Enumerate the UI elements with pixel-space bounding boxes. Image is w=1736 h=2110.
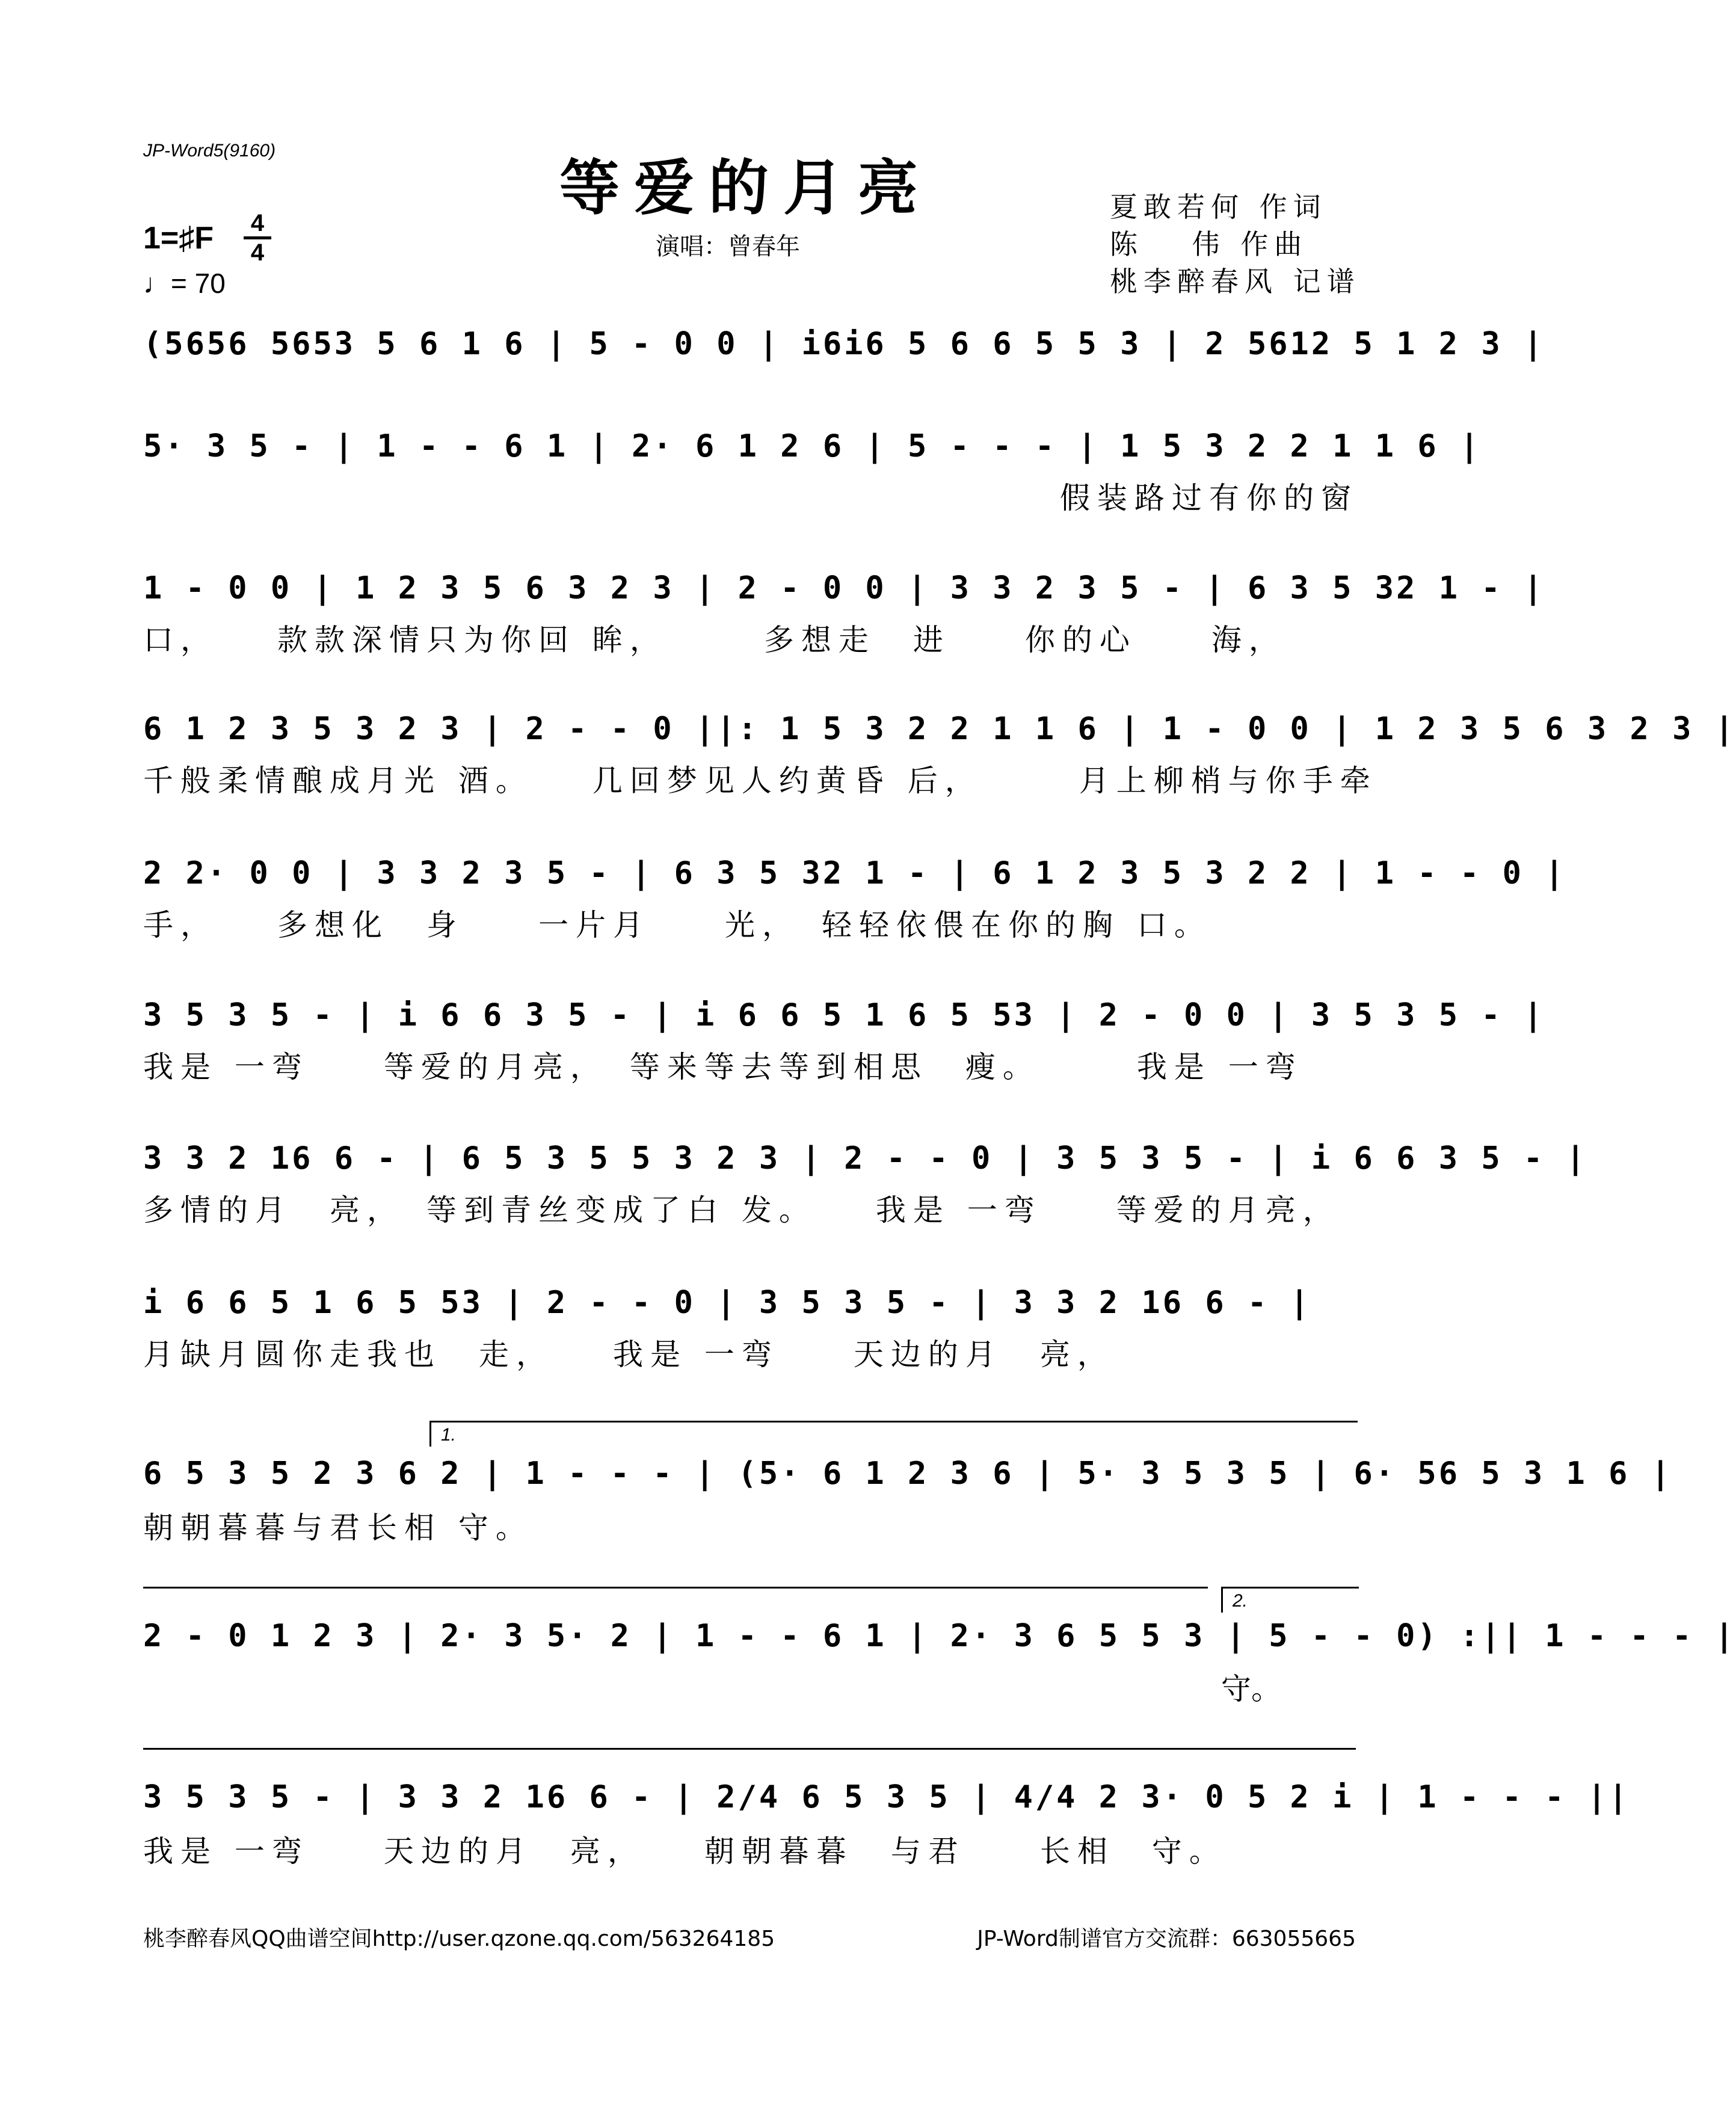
time-numerator: 4 — [250, 210, 265, 236]
lyric-row-11: 我是 一弯 天边的月 亮， 朝朝暮暮 与君 长相 守。 — [143, 1834, 1227, 1869]
notation-row-5: 2 2· 0 0 | 3 3 2 3 5 - | 6 3 5 32 1 - | 6 1 2 3 5 3 2 2 | 1 - - 0 | — [143, 855, 1566, 891]
lyric-row-5: 手， 多想化 身 一片月 光， 轻轻依偎在你的胸 口。 — [143, 908, 1211, 943]
notation-row-7: 3 3 2 16 6 - | 6 5 3 5 5 3 2 3 | 2 - - 0 | 3 5 3 5 - | i 6 6 3 5 - | — [143, 1140, 1587, 1176]
notation-row-8: i 6 6 5 1 6 5 53 | 2 - - 0 | 3 5 3 5 - | 3 3 2 16 6 - | — [143, 1285, 1311, 1321]
lyric-row-2: 假装路过有你的窗 — [1060, 481, 1358, 515]
first-ending-label: 1. — [441, 1425, 457, 1445]
notation-row-6: 3 5 3 5 - | i 6 6 3 5 - | i 6 6 5 1 6 5 53 | 2 - 0 0 | 3 5 3 5 - | — [143, 997, 1545, 1033]
notation-row-3: 1 - 0 0 | 1 2 3 5 6 3 2 3 | 2 - 0 0 | 3 3 2 3 5 - | 6 3 5 32 1 - | — [143, 570, 1545, 606]
lyric-row-6: 我是 一弯 等爱的月亮， 等来等去等到相思 瘦。 我是 一弯 — [143, 1050, 1303, 1084]
lyricist-credit: 夏敢若何 作词 — [1110, 191, 1327, 223]
notation-row-1: (5656 5653 5 6 1 6 | 5 - 0 0 | i6i6 5 6 6 5 5 3 | 2 5612 5 1 2 3 | — [143, 326, 1545, 362]
second-ending-bracket — [1221, 1587, 1359, 1613]
notation-row-10: 2 - 0 1 2 3 | 2· 3 5· 2 | 1 - - 6 1 | 2· 3 6 5 5 3 | 5 - - 0) :|| 1 - - - | — [143, 1618, 1736, 1654]
notation-row-2: 5· 3 5 - | 1 - - 6 1 | 2· 6 1 2 6 | 5 - - - | 1 5 3 2 2 1 1 6 | — [143, 428, 1482, 464]
footer-left: 桃李醉春风QQ曲谱空间http://user.qzone.qq.com/563264185 — [143, 1927, 775, 1951]
lyric-row-9: 朝朝暮暮与君长相 守。 — [143, 1510, 533, 1545]
lyric-row-7: 多情的月 亮， 等到青丝变成了白 发。 我是 一弯 等爱的月亮， — [143, 1193, 1340, 1228]
software-label: JP-Word5(9160) — [143, 141, 276, 161]
footer-right: JP-Word制谱官方交流群：663055665 — [977, 1927, 1356, 1951]
notation-row-11: 3 5 3 5 - | 3 3 2 16 6 - | 2/4 6 5 3 5 | 4/4 2 3· 0 5 2 i | 1 - - - || — [143, 1779, 1630, 1815]
composer-credit: 陈 伟 作曲 — [1110, 228, 1308, 260]
notation-row-4: 6 1 2 3 5 3 2 3 | 2 - - 0 ||: 1 5 3 2 2 1 1 6 | 1 - 0 0 | 1 2 3 5 6 3 2 3 | — [143, 711, 1736, 747]
song-title: 等爱的月亮 — [559, 152, 932, 223]
second-ending-continuation — [143, 1748, 1356, 1750]
key-signature: 1=♯F — [143, 221, 214, 256]
notation-row-9: 6 5 3 5 2 3 6 2 | 1 - - - | (5· 6 1 2 3 6 | 5· 3 5 3 5 | 6· 56 5 3 1 6 | — [143, 1456, 1673, 1492]
lyric-row-3: 口， 款款深情只为你回 眸， 多想走 进 你的心 海， — [143, 623, 1286, 657]
singer-credit: 演唱：曾春年 — [656, 233, 800, 260]
first-ending-continuation — [143, 1587, 1208, 1589]
tempo-marking: ♩= 70 — [143, 268, 226, 299]
lyric-row-4: 千般柔情酿成月光 酒。 几回梦见人约黄昏 后， 月上柳梢与你手牵 — [143, 763, 1377, 798]
lyric-row-8: 月缺月圆你走我也 走， 我是 一弯 天边的月 亮， — [143, 1337, 1115, 1372]
time-signature — [244, 211, 271, 265]
lyric-row-10: 守。 — [1221, 1672, 1281, 1706]
first-ending-bracket — [429, 1421, 1358, 1447]
time-denominator: 4 — [250, 239, 265, 266]
transcriber-credit: 桃李醉春风 记谱 — [1110, 265, 1361, 298]
second-ending-label: 2. — [1233, 1591, 1248, 1611]
